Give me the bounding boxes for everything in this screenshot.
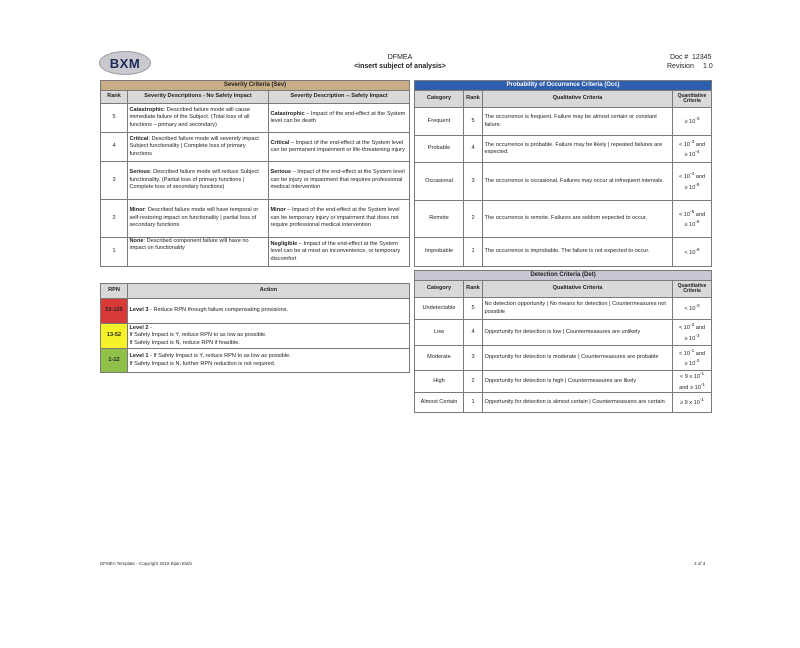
occurrence-quantitative: < $10^{-4}$ and ≥ $10^{-5}$ bbox=[673, 163, 712, 201]
occurrence-table bbox=[414, 80, 712, 267]
occurrence-qualitative: The occurrence is improbable. The failure is not expected to occur. bbox=[483, 238, 673, 267]
occurrence-title: Probability of Occurrence Criteria (Occ) bbox=[415, 81, 712, 91]
detection-col-quantitative: Quantitative Criteria bbox=[673, 281, 712, 298]
rpn-action: Level 3 - Reduce RPN through failure compensating provisions. bbox=[128, 299, 410, 324]
occurrence-qualitative: The occurrence is probable. Failure may be likely | repeated failures are expected. bbox=[483, 136, 673, 163]
occurrence-col-category: Category bbox=[415, 91, 464, 108]
rpn-row bbox=[101, 299, 410, 324]
detection-qualitative: No detection opportunity | No means for detection | Countermeasures not possible bbox=[483, 298, 673, 320]
detection-col-qualitative: Qualitative Criteria bbox=[483, 281, 673, 298]
detection-title: Detection Criteria (Det) bbox=[415, 271, 712, 281]
detection-row bbox=[415, 393, 712, 413]
detection-rank: 3 bbox=[464, 346, 483, 371]
doc-subtitle: <insert subject of analysis> bbox=[354, 63, 446, 70]
footer-copyright: DFMEA Template - Copyright 2018 Bijan Elahi bbox=[100, 561, 192, 566]
revision-label: Revision bbox=[667, 63, 694, 70]
rpn-row bbox=[101, 349, 410, 373]
footer-page-number: 3 of 3 bbox=[694, 561, 706, 566]
occurrence-category: Occasional bbox=[415, 163, 464, 201]
logo-text: BXM bbox=[109, 55, 141, 71]
severity-no-safety-desc: Serious: Described failure mode will reduce Subject functionality. (Partial loss of primary functions | Complete loss of secondary functions) bbox=[128, 162, 269, 200]
detection-table bbox=[414, 270, 712, 413]
detection-row bbox=[415, 346, 712, 371]
detection-col-category: Category bbox=[415, 281, 464, 298]
detection-qualitative: Opportunity for detection is low | Countermeasures are unlikely bbox=[483, 320, 673, 346]
detection-row bbox=[415, 320, 712, 346]
detection-quantitative: < $10^{-1}$ and ≥ $10^{-2}$ bbox=[673, 346, 712, 371]
severity-row bbox=[101, 200, 410, 238]
detection-row bbox=[415, 298, 712, 320]
severity-rank: 1 bbox=[101, 238, 128, 267]
detection-category: Low bbox=[415, 320, 464, 346]
occurrence-qualitative: The occurrence is frequent. Failure may be almost certain or constant failure. bbox=[483, 108, 673, 136]
detection-category: Moderate bbox=[415, 346, 464, 371]
detection-category: Almost Certain bbox=[415, 393, 464, 413]
severity-no-safety-desc: None: Described component failure will have no impact on functionality bbox=[128, 238, 269, 267]
detection-rank: 5 bbox=[464, 298, 483, 320]
occurrence-category: Remote bbox=[415, 201, 464, 238]
occurrence-qualitative: The occurrence is occasional. Failures may occur at infrequent intervals. bbox=[483, 163, 673, 201]
occurrence-rank: 5 bbox=[464, 108, 483, 136]
rpn-row bbox=[101, 324, 410, 349]
occurrence-rank: 1 bbox=[464, 238, 483, 267]
occurrence-category: Frequent bbox=[415, 108, 464, 136]
rpn-table bbox=[100, 283, 410, 373]
severity-safety-desc: Negligible – Impact of the end-effect at the System level can be at most an inconvenience, or temporary discomfort bbox=[269, 238, 410, 267]
severity-table bbox=[100, 80, 410, 267]
detection-category: High bbox=[415, 371, 464, 393]
detection-rank: 1 bbox=[464, 393, 483, 413]
occurrence-row bbox=[415, 238, 712, 267]
severity-no-safety-desc: Catastrophic: Described failure mode will cause immediate failure of the Subject. (Total loss of all functions – primary and secondary) bbox=[128, 104, 269, 133]
severity-row bbox=[101, 104, 410, 133]
rpn-range: 1-12 bbox=[101, 349, 128, 373]
occurrence-quantitative: < $10^{-6}$ bbox=[673, 238, 712, 267]
severity-rank: 5 bbox=[101, 104, 128, 133]
severity-safety-desc: Serious – Impact of the end-effect at the System level can be injury or impairment that requires professional medical intervention bbox=[269, 162, 410, 200]
occurrence-rank: 2 bbox=[464, 201, 483, 238]
severity-safety-desc: Critical – Impact of the end-effect at the System level can be permanent impairment or life-threatening injury bbox=[269, 133, 410, 162]
occurrence-rank: 3 bbox=[464, 163, 483, 201]
rpn-range: 13-52 bbox=[101, 324, 128, 349]
detection-col-rank: Rank bbox=[464, 281, 483, 298]
occurrence-qualitative: The occurrence is remote. Failures are seldom expected to occur. bbox=[483, 201, 673, 238]
occurrence-col-quantitative: Quantitative Criteria bbox=[673, 91, 712, 108]
detection-quantitative: < $10^{-3}$ bbox=[673, 298, 712, 320]
detection-rank: 4 bbox=[464, 320, 483, 346]
occurrence-row bbox=[415, 201, 712, 238]
bxm-logo bbox=[99, 51, 151, 75]
detection-quantitative: < $10^{-2}$ and ≥ $10^{-3}$ bbox=[673, 320, 712, 346]
detection-row bbox=[415, 371, 712, 393]
doc-number-value: 12345 bbox=[692, 54, 712, 61]
revision-value: 1.0 bbox=[703, 63, 713, 70]
severity-safety-desc: Minor – Impact of the end-effect at the System level can be temporary injury or impairment that does not require professional medical intervention bbox=[269, 200, 410, 238]
detection-qualitative: Opportunity for detection is moderate | Countermeasures are probable bbox=[483, 346, 673, 371]
occurrence-row bbox=[415, 163, 712, 201]
rpn-range: 53-125 bbox=[101, 299, 128, 324]
detection-rank: 2 bbox=[464, 371, 483, 393]
severity-col-no-safety: Severity Descriptions - No Safety Impact bbox=[128, 91, 269, 104]
detection-category: Undetectable bbox=[415, 298, 464, 320]
occurrence-category: Probable bbox=[415, 136, 464, 163]
doc-title: DFMEA bbox=[387, 54, 413, 61]
rpn-col-action: Action bbox=[128, 284, 410, 299]
occurrence-col-qualitative: Qualitative Criteria bbox=[483, 91, 673, 108]
rpn-col-rpn: RPN bbox=[101, 284, 128, 299]
severity-no-safety-desc: Minor: Described failure mode will have temporal or self-restoring impact on functionality | partial loss of secondary functions bbox=[128, 200, 269, 238]
severity-title: Severity Criteria (Sev) bbox=[101, 81, 410, 91]
detection-qualitative: Opportunity for detection is high | Countermeasures are likely bbox=[483, 371, 673, 393]
rpn-action: Level 1 - If Safety Impact is Y, reduce RPN to as low as possible. If Safety Impact is N, further RPN reduction is not required. bbox=[128, 349, 410, 373]
severity-col-safety: Severity Description -- Safety Impact bbox=[269, 91, 410, 104]
severity-col-rank: Rank bbox=[101, 91, 128, 104]
severity-rank: 4 bbox=[101, 133, 128, 162]
occurrence-row bbox=[415, 136, 712, 163]
doc-number-label: Doc # bbox=[670, 54, 689, 61]
detection-qualitative: Opportunity for detection is almost certain | Countermeasures are certain bbox=[483, 393, 673, 413]
severity-row bbox=[101, 238, 410, 267]
detection-quantitative: ≥ 9 x $10^{-1}$ bbox=[673, 393, 712, 413]
rpn-action: Level 2 - If Safety Impact is Y, reduce RPN to as low as possible. If Safety Impact is N, reduce RPN if feasible. bbox=[128, 324, 410, 349]
severity-row bbox=[101, 133, 410, 162]
occurrence-col-rank: Rank bbox=[464, 91, 483, 108]
occurrence-row bbox=[415, 108, 712, 136]
severity-rank: 2 bbox=[101, 200, 128, 238]
occurrence-quantitative: < $10^{-5}$ and ≥ $10^{-6}$ bbox=[673, 201, 712, 238]
occurrence-category: Improbable bbox=[415, 238, 464, 267]
occurrence-rank: 4 bbox=[464, 136, 483, 163]
detection-quantitative: < 9 x $10^{-1}$ and ≥ $10^{-1}$ bbox=[673, 371, 712, 393]
severity-rank: 3 bbox=[101, 162, 128, 200]
severity-safety-desc: Catastrophic – Impact of the end-effect at the System level can be death bbox=[269, 104, 410, 133]
severity-no-safety-desc: Critical: Described failure mode will severely impact Subject functionality | Complete loss of primary functions bbox=[128, 133, 269, 162]
occurrence-quantitative: < $10^{-3}$ and ≥ $10^{-4}$ bbox=[673, 136, 712, 163]
occurrence-quantitative: ≥ $10^{-3}$ bbox=[673, 108, 712, 136]
severity-row bbox=[101, 162, 410, 200]
